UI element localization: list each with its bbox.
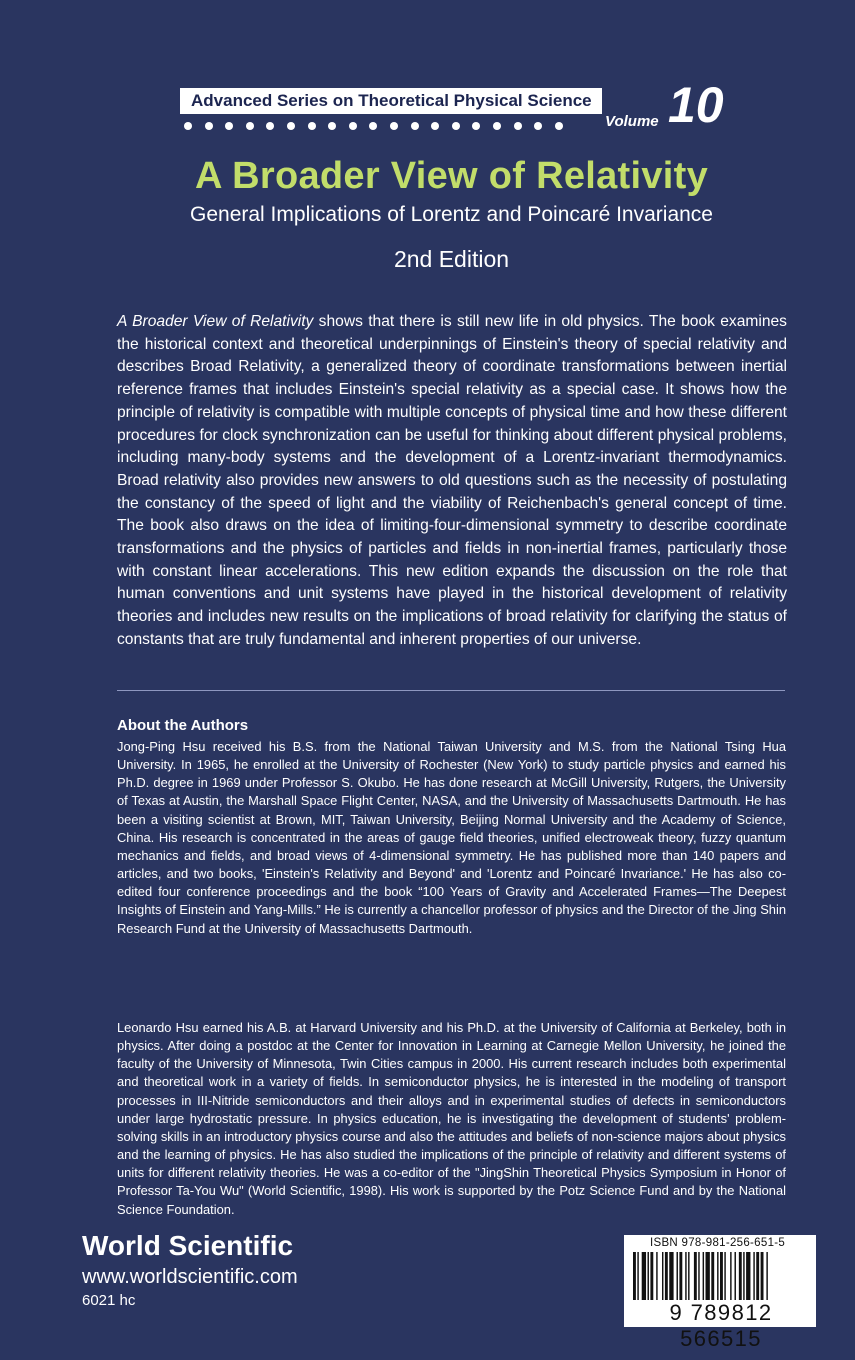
barcode-bar <box>746 1252 750 1300</box>
dot-icon <box>452 122 460 130</box>
section-divider <box>117 690 785 691</box>
dot-icon <box>534 122 542 130</box>
series-name-box <box>180 88 602 114</box>
barcode-bar <box>698 1252 699 1300</box>
dot-icon <box>246 122 254 130</box>
about-authors-heading: About the Authors <box>117 717 249 734</box>
barcode-bar <box>743 1252 744 1300</box>
dot-icon <box>555 122 563 130</box>
barcode-bar <box>677 1252 678 1300</box>
dot-icon <box>369 122 377 130</box>
barcode-bar <box>756 1252 759 1300</box>
barcode-bar <box>766 1252 767 1300</box>
barcode-bar <box>735 1252 736 1300</box>
barcode-bar <box>669 1252 673 1300</box>
volume-label: Volume <box>605 113 659 130</box>
barcode-bar <box>694 1252 697 1300</box>
barcode-bar <box>633 1252 636 1300</box>
dot-icon <box>184 122 192 130</box>
catalog-number: 6021 hc <box>82 1292 136 1309</box>
description-title: A Broader View of Relativity <box>117 313 314 330</box>
barcode-bar <box>642 1252 646 1300</box>
dot-icon <box>287 122 295 130</box>
dot-icon <box>205 122 213 130</box>
description-text: shows that there is still new life in old physics. The book examines the historical context and theoretical underpinnings of Einstein's theory of special relativity and describes Broad Relativity, a generalized theory of coordinate transformations between inertial reference frames that includes Einstein's special relativity as a special case. It shows how the principle of relativity is compatible with multiple concepts of physical time and how these different procedures for clock synchronization can be useful for thinking about different physical problems, including many-body systems and the development of a Lorentz-invariant thermodynamics. Broad relativity also provides new answers to old questions such as the necessity of postulating the constancy of the speed of light and the viability of Reichenbach's general concept of time. The book also draws on the idea of limiting-four-dimensional symmetry to describe coordinate transformations and the physics of particles and fields in non-inertial frames, particularly those with constant linear accelerations. This new edition expands the discussion on the role that human conventions and unit systems have played in the historical development of relativity theories and includes new results on the implications of broad relativity for clarifying the status of constants that are truly fundamental and inherent properties of our universe. <box>117 313 787 648</box>
dot-icon <box>472 122 480 130</box>
barcode-bar <box>662 1252 663 1300</box>
barcode-bar <box>685 1252 686 1300</box>
barcode-bar <box>706 1252 710 1300</box>
isbn-label: ISBN 978-981-256-651-5 <box>650 1237 786 1249</box>
decorative-dots <box>184 122 563 130</box>
barcode-bar <box>665 1252 668 1300</box>
barcode-bar <box>724 1252 725 1300</box>
dot-icon <box>328 122 336 130</box>
publisher-name: World Scientific <box>82 1230 294 1261</box>
dot-icon <box>390 122 398 130</box>
barcode-bar <box>739 1252 742 1300</box>
barcode-bar <box>656 1252 657 1300</box>
barcode-bar <box>650 1252 653 1300</box>
barcode-bar <box>711 1252 714 1300</box>
barcode-digits: 9 789812 566515 <box>669 1300 773 1351</box>
barcode-bar <box>703 1252 704 1300</box>
barcode-bar <box>717 1252 718 1300</box>
series-name: Advanced Series on Theoretical Physical Science <box>191 91 592 110</box>
book-edition: 2nd Edition <box>393 246 510 272</box>
dot-icon <box>308 122 316 130</box>
dot-icon <box>514 122 522 130</box>
dot-icon <box>266 122 274 130</box>
publisher-website: www.worldscientific.com <box>82 1266 298 1288</box>
barcode-bar <box>720 1252 723 1300</box>
book-title: A Broader View of Relativity <box>194 155 709 197</box>
dot-icon <box>349 122 357 130</box>
barcode-bar <box>753 1252 754 1300</box>
dot-icon <box>431 122 439 130</box>
barcode-bar <box>679 1252 682 1300</box>
book-subtitle: General Implications of Lorentz and Poincaré Invariance <box>190 203 713 226</box>
barcode-bar <box>730 1252 731 1300</box>
barcode-bar <box>688 1252 689 1300</box>
dot-icon <box>411 122 419 130</box>
author-bio-leonardo-hsu: Leonardo Hsu earned his A.B. at Harvard University and his Ph.D. at the University of California at Berkeley, both in physics. After doing a postdoc at the Center for Innovation in Learning at Carnegie Mellon University, he joined the faculty of the University of Minnesota, Twin Cities campus in 2000. His current research includes both experimental and theoretical work in a variety of fields. In semiconductor physics, he is interested in the modeling of transport processes in III-Nitride semiconductors and their alloys and in experimental studies of defects in semiconductors under large hydrostatic pressure. In physics education, he is investigating the development of students' problem-solving skills in an introductory physics course and also the attitudes and beliefs of non-science majors about physics and the learning of physics. He has also studied the implications of the principle of relativity and different systems of units for different relativity theories. He was a co-editor of the "JingShin Theoretical Physics Symposium in Honor of Professor Ta-You Wu" (World Scientific, 1998). His work is supported by the Potz Science Fund and by the National Science Foundation. <box>117 1020 786 1217</box>
barcode-bar <box>648 1252 649 1300</box>
barcode-bar <box>637 1252 638 1300</box>
barcode-bar <box>761 1252 764 1300</box>
dot-icon <box>225 122 233 130</box>
volume-number: 10 <box>668 77 724 133</box>
isbn-barcode <box>624 1235 816 1351</box>
book-description <box>117 311 787 652</box>
author-bio-jong-ping-hsu: Jong-Ping Hsu received his B.S. from the National Taiwan University and M.S. from the National Tsing Hua University. In 1965, he enrolled at the University of Rochester (New York) to study particle physics and earned his Ph.D. degree in 1969 under Professor S. Okubo. He has done research at McGill University, Rutgers, the University of Texas at Austin, the Marshall Space Flight Center, NASA, and the University of Massachusetts Dartmouth. He has been a visiting scientist at Brown, MIT, Taiwan University, Beijing Normal University and the Academy of Science, China. His research is concentrated in the areas of gauge field theories, unified electroweak theory, fuzzy quantum mechanics and fields, and broad views of 4-dimensional symmetry. He has published more than 140 papers and articles, and two books, 'Einstein's Relativity and Beyond' and 'Lorentz and Poincaré Invariance.' He has also co-edited four conference proceedings and the book “100 Years of Gravity and Accelerated Frames—The Deepest Insights of Einstein and Yang-Mills.” He is currently a chancellor professor of physics and the Director of the Jing Shin Research Fund at the University of Massachusetts Dartmouth. <box>117 739 786 936</box>
dot-icon <box>493 122 501 130</box>
